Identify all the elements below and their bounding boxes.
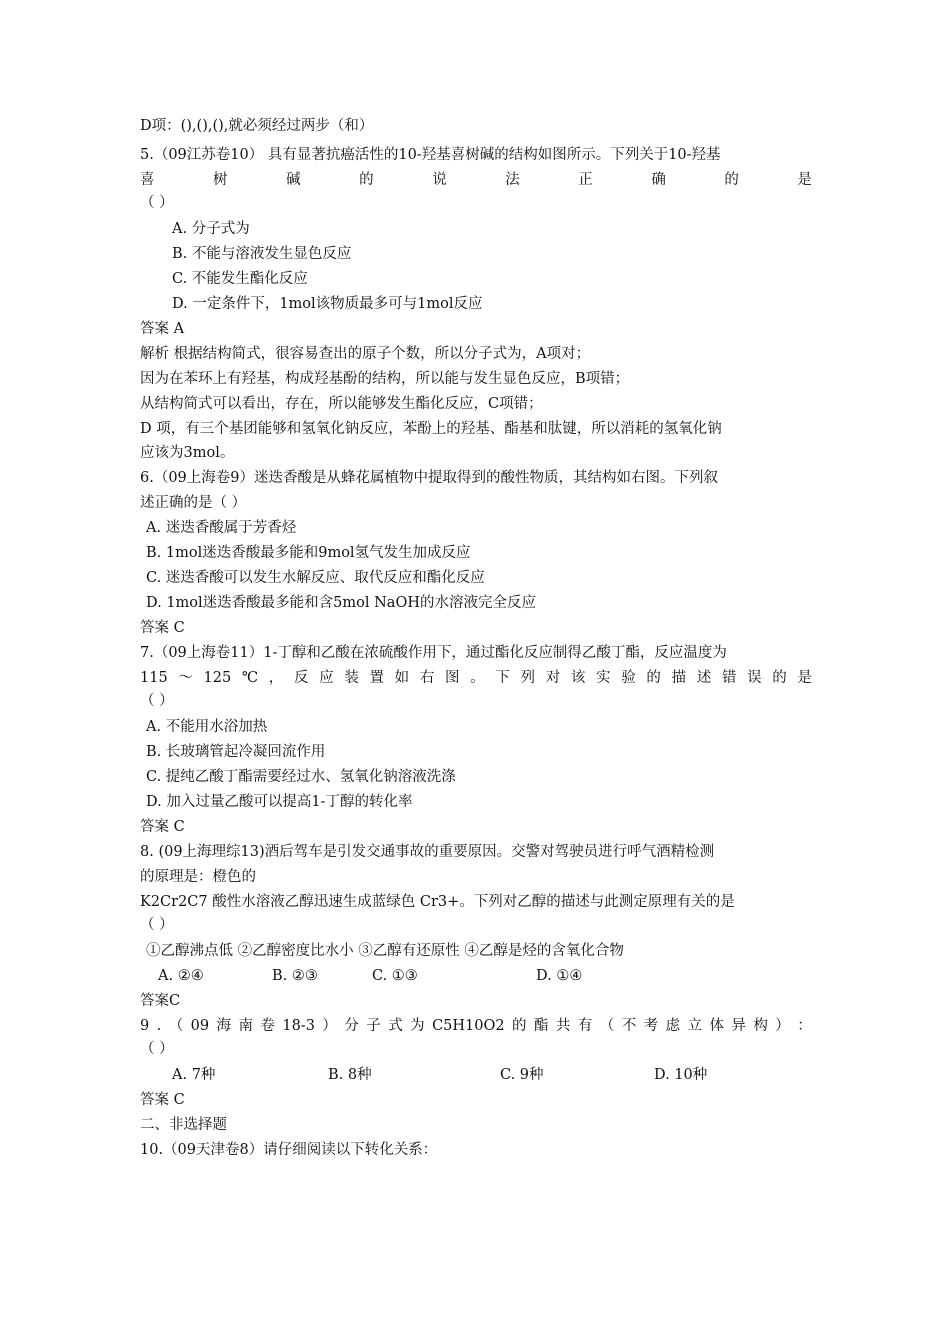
option-c: C. 9种 <box>500 1067 544 1083</box>
answer-blank: （ ） <box>140 1041 174 1057</box>
options-row <box>158 966 582 986</box>
analysis-line: 应该为3mol。 <box>140 445 235 461</box>
option-d: D. 一定条件下，1mol该物质最多可与1mol反应 <box>172 296 483 312</box>
text-line: D项：(),(),(),就必须经过两步（和） <box>140 118 374 134</box>
question-6-stem: 6.（09上海卷9）迷迭香酸是从蜂花属植物中提取得到的酸性物质，其结构如右图。下列叙 <box>140 470 719 486</box>
question-6-stem: 述正确的是（ ） <box>140 495 247 511</box>
analysis-line: 因为在苯环上有羟基，构成羟基酚的结构，所以能与发生显色反应，B项错； <box>140 371 630 387</box>
answer-line: 答案 C <box>140 620 185 636</box>
question-8-stem: 的原理是：橙色的 <box>140 869 256 885</box>
answer-line: 答案 C <box>140 1092 185 1108</box>
option-b: B. 长玻璃管起冷凝回流作用 <box>146 744 326 760</box>
question-7-stem-justified: 115 ～ 125 ℃ ， 反 应 装 置 如 右 图 。 下 列 对 该 实 验 的 描 述 错 误 的 是 <box>140 670 812 686</box>
option-b: B. ②③ <box>272 968 318 984</box>
option-b: B. 不能与溶液发生显色反应 <box>172 246 352 262</box>
options-row <box>172 1065 707 1085</box>
option-c: C. 迷迭香酸可以发生水解反应、取代反应和酯化反应 <box>146 570 485 586</box>
option-d: D. 10种 <box>654 1067 708 1083</box>
answer-line: 答案 C <box>140 819 185 835</box>
option-d: D. 1mol迷迭香酸最多能和含5mol NaOH的水溶液完全反应 <box>146 595 536 611</box>
question-5-stem-justified: 喜 树 碱 的 说 法 正 确 的 是 <box>140 172 812 188</box>
answer-line: 答案C <box>140 993 181 1009</box>
question-5-stem: 5.（09江苏卷10） 具有显著抗癌活性的10-羟基喜树碱的结构如图所示。下列关于10-羟基 <box>140 147 721 163</box>
option-c: C. ①③ <box>372 968 418 984</box>
answer-blank: （ ） <box>140 917 174 933</box>
option-a: A. ②④ <box>158 968 204 984</box>
option-a: A. 不能用水浴加热 <box>146 719 268 735</box>
option-a: A. 分子式为 <box>172 221 250 237</box>
option-d: D. ①④ <box>536 968 583 984</box>
answer-blank: （ ） <box>140 693 174 709</box>
option-c: C. 不能发生酯化反应 <box>172 271 308 287</box>
analysis-line: 从结构简式可以看出，存在，所以能够发生酯化反应，C项错； <box>140 396 543 412</box>
answer-blank: （ ） <box>140 195 174 211</box>
option-a: A. 迷迭香酸属于芳香烃 <box>146 520 297 536</box>
option-d: D. 加入过量乙酸可以提高1-丁醇的转化率 <box>146 794 413 810</box>
question-10-stem: 10.（09天津卷8）请仔细阅读以下转化关系： <box>140 1142 438 1158</box>
option-b: B. 1mol迷迭香酸最多能和9mol氢气发生加成反应 <box>146 545 471 561</box>
section-heading: 二、非选择题 <box>140 1117 227 1133</box>
question-8-stem: K2Cr2C7 酸性水溶液乙醇迅速生成蓝绿色 Cr3+。下列对乙醇的描述与此测定原理有关的是 <box>140 894 735 910</box>
option-a: A. 7种 <box>172 1067 216 1083</box>
answer-line: 答案 A <box>140 321 185 337</box>
question-7-stem: 7.（09上海卷11）1-丁醇和乙酸在浓硫酸作用下，通过酯化反应制得乙酸丁酯，反应温度为 <box>140 645 727 661</box>
question-8-stem: 8. (09上海理综13)酒后驾车是引发交通事故的重要原因。交警对驾驶员进行呼气酒精检测 <box>140 844 715 860</box>
option-b: B. 8种 <box>328 1067 372 1083</box>
question-9-stem-justified: 9 . （ 09 海 南 卷 18-3 ） 分 子 式 为 C5H10O2 的 酯 共 有 （ 不 考 虑 立 体 异 构 ） ： <box>140 1018 812 1034</box>
analysis-line: 解析 根据结构简式，很容易查出的原子个数，所以分子式为，A项对； <box>140 346 591 362</box>
statement-list: ①乙醇沸点低 ②乙醇密度比水小 ③乙醇有还原性 ④乙醇是烃的含氧化合物 <box>146 943 624 959</box>
option-c: C. 提纯乙酸丁酯需要经过水、氢氧化钠溶液洗涤 <box>146 769 456 785</box>
analysis-line: D 项，有三个基团能够和氢氧化钠反应，苯酚上的羟基、酯基和肽键，所以消耗的氢氧化钠 <box>140 421 722 437</box>
